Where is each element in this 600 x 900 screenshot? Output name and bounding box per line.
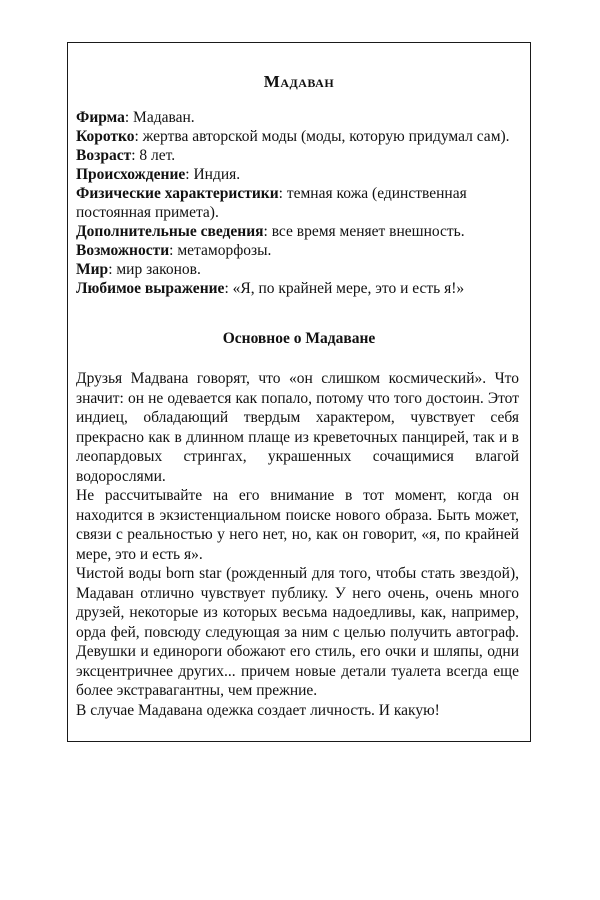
profile-value: метаморфозы. [177,242,272,259]
profile-item: Возраст: 8 лет. [76,147,176,164]
profile-label: Возраст [76,147,132,164]
profile-value: Индия. [193,166,241,183]
paragraph: Не рассчитывайте на его внимание в тот момент, когда он находится в экзистенциальном поиске нового образа. Быть может, связи с реальностью у него нет, но, как он говорит, «я, по крайней мере, это и есть я». [76,487,519,563]
profile-label: Возможности [76,242,170,259]
profile-item: Любимое выражение: «Я, по крайней мере, это и есть я!» [76,280,465,297]
profile-item: Возможности: метаморфозы. [76,242,272,259]
profile-item: Происхождение: Индия. [76,166,241,183]
paragraph: Чистой воды born star (рожденный для того, чтобы стать звездой), Мадаван отлично чувствует публику. У него очень, очень много друзей, некоторые из которых весьма надоедливы, как, например, орда фей, повсюду следующая за ним с целью получить автограф. Девушки и единороги обожают его стиль, его очки и шляпы, одни эксцентричнее других... причем новые детали туалета всегда еще более экстравагантны, чем прежние. [76,565,519,699]
profile-label: Мир [76,261,109,278]
profile-label: Коротко [76,128,135,145]
profile-value: жертва авторской моды (моды, которую придумал сам). [142,128,510,145]
profile-list [76,108,516,298]
profile-value: 8 лет. [139,147,176,164]
profile-item: Коротко: жертва авторской моды (моды, которую придумал сам). [76,128,510,145]
profile-value: Мадаван. [133,109,195,126]
profile-item: Дополнительные сведения: все время меняет внешность. [76,223,465,240]
profile-item: Фирма: Мадаван. [76,109,195,126]
page-title: Мадаван [263,72,335,91]
body-text [76,369,519,720]
profile-item: Мир: мир законов. [76,261,201,278]
profile-label: Фирма [76,109,125,126]
profile-value: темная кожа (единственная постоянная примета). [76,185,467,221]
paragraph: Друзья Мадвана говорят, что «он слишком космический». Что значит: он не одевается как попало, потому что того достоин. Этот индиец, обладающий твердым характером, чувствует себя прекрасно как в длинном плаще из креветочных панцирей, так и в леопардовых стрингах, украшенных сочащимися влагой водорослями. [76,370,519,485]
content-frame [67,42,531,742]
profile-value: все время меняет внешность. [271,223,465,240]
profile-label: Любимое выражение [76,280,225,297]
profile-label: Дополнительные сведения [76,223,264,240]
profile-value: мир законов. [116,261,201,278]
paragraph: В случае Мадавана одежка создает личность. И какую! [76,701,440,719]
profile-value: «Я, по крайней мере, это и есть я!» [232,280,465,297]
section-title: Основное о Мадаване [222,330,376,347]
profile-label: Происхождение [76,166,186,183]
profile-item: Физические характеристики: темная кожа (единственная постоянная примета). [76,185,467,221]
profile-label: Физические характеристики [76,185,279,202]
